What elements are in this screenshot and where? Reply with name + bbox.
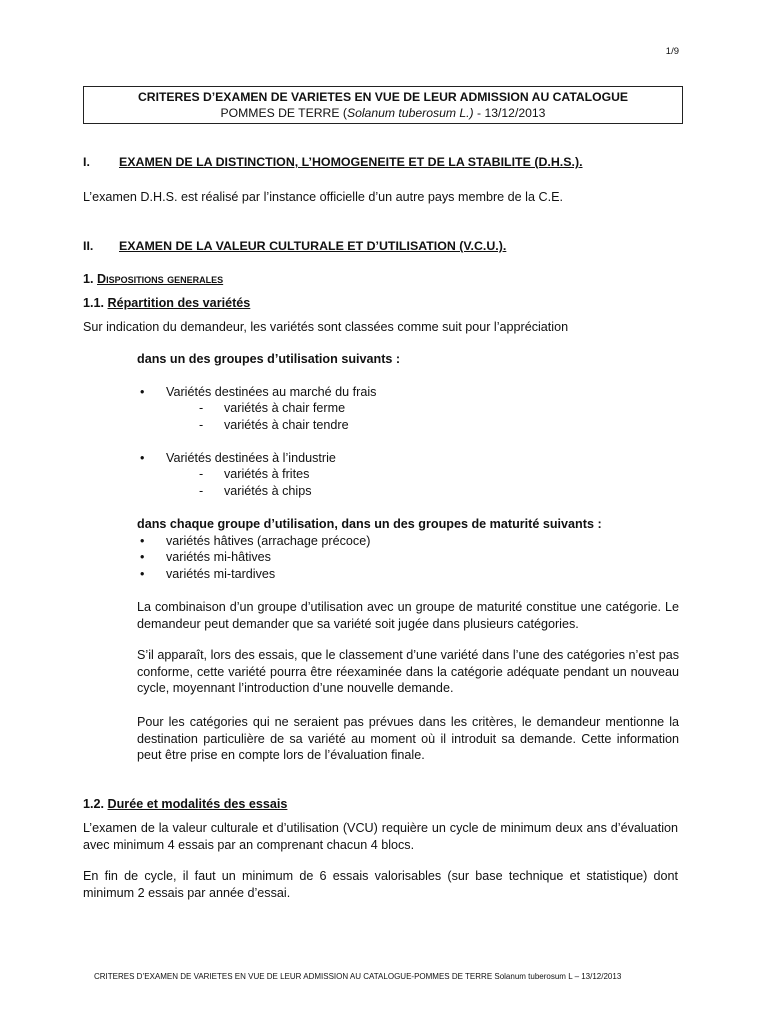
- paragraph: L’examen de la valeur culturale et d’utilisation (VCU) requière un cycle de minimum deux ans d’évaluation avec minimum 4 essais par an comprenant chacun 4 blocs.: [83, 821, 678, 852]
- intro-text: Sur indication du demandeur, les variétés sont classées comme suit pour l’appréciation: [83, 320, 569, 334]
- paragraph: S’il apparaît, lors des essais, que le classement d’une variété dans l’une des catégories n’est pas conforme, cette variété pourra être réexaminée dans la catégorie adéquate pendant un nouveau cycle, moyennant l’introduction d’une nouvelle demande.: [137, 648, 679, 695]
- subsection-1-1-heading: 1.1. Répartition des variétés: [83, 296, 251, 310]
- paragraph: En fin de cycle, il faut un minimum de 6 essais valorisables (sur base technique et statistique) dont minimum 2 essais par année d’essai.: [83, 869, 678, 900]
- bullet-icon: •: [140, 385, 145, 399]
- list-item: • Variétés destinées à l’industrie: [140, 451, 336, 465]
- bullet-icon: •: [140, 451, 145, 465]
- bullet-icon: •: [140, 567, 145, 581]
- bullet-icon: •: [140, 550, 145, 564]
- section-1-heading: I. EXAMEN DE LA DISTINCTION, L’HOMOGENEITE ET DE LA STABILITE (D.H.S.).: [83, 155, 583, 169]
- list-item: • variétés mi-hâtives: [140, 550, 271, 564]
- list-item: • Variétés destinées au marché du frais: [140, 385, 377, 399]
- title-line-2: POMMES DE TERRE (Solanum tuberosum L.) - 13/12/2013: [220, 106, 546, 120]
- list-item: • variétés hâtives (arrachage précoce): [140, 534, 371, 548]
- list-item: • variétés mi-tardives: [140, 567, 276, 581]
- title-line-1: CRITERES D’EXAMEN DE VARIETES EN VUE DE LEUR ADMISSION AU CATALOGUE: [137, 90, 629, 104]
- page-footer: CRITERES D’EXAMEN DE VARIETES EN VUE DE LEUR ADMISSION AU CATALOGUE-POMMES DE TERRE Solanum tuberosum L – 13/12/2013: [94, 972, 622, 981]
- paragraph: La combinaison d’un groupe d’utilisation avec un groupe de maturité constitue une catégorie. Le demandeur peut demander que sa variété soit jugée dans plusieurs catégories.: [137, 600, 679, 631]
- list-item: - variétés à chips: [199, 484, 312, 498]
- subsection-1-heading: 1. Dispositions generales: [83, 272, 224, 286]
- maturity-heading: dans chaque groupe d’utilisation, dans un des groupes de maturité suivants :: [137, 517, 602, 531]
- bullet-icon: •: [140, 534, 145, 548]
- list-item: - variétés à chair ferme: [199, 401, 346, 415]
- subsection-1-2-heading: 1.2. Durée et modalités des essais: [83, 797, 288, 811]
- title-box: [83, 86, 683, 124]
- list-item: - variétés à chair tendre: [199, 418, 349, 432]
- list-item: - variétés à frites: [199, 467, 310, 481]
- page-number: 1/9: [665, 46, 679, 57]
- groups-heading: dans un des groupes d’utilisation suivants :: [137, 352, 401, 366]
- paragraph: Pour les catégories qui ne seraient pas prévues dans les critères, le demandeur mentionne la destination particulière de sa variété au moment où il introduit sa demande. Cette information peut être prise en compte lors de l’évaluation finale.: [137, 715, 679, 762]
- section-1-text: L’examen D.H.S. est réalisé par l’instance officielle d’un autre pays membre de la C.E.: [83, 190, 563, 204]
- section-2-heading: II. EXAMEN DE LA VALEUR CULTURALE ET D’UTILISATION (V.C.U.).: [83, 239, 507, 253]
